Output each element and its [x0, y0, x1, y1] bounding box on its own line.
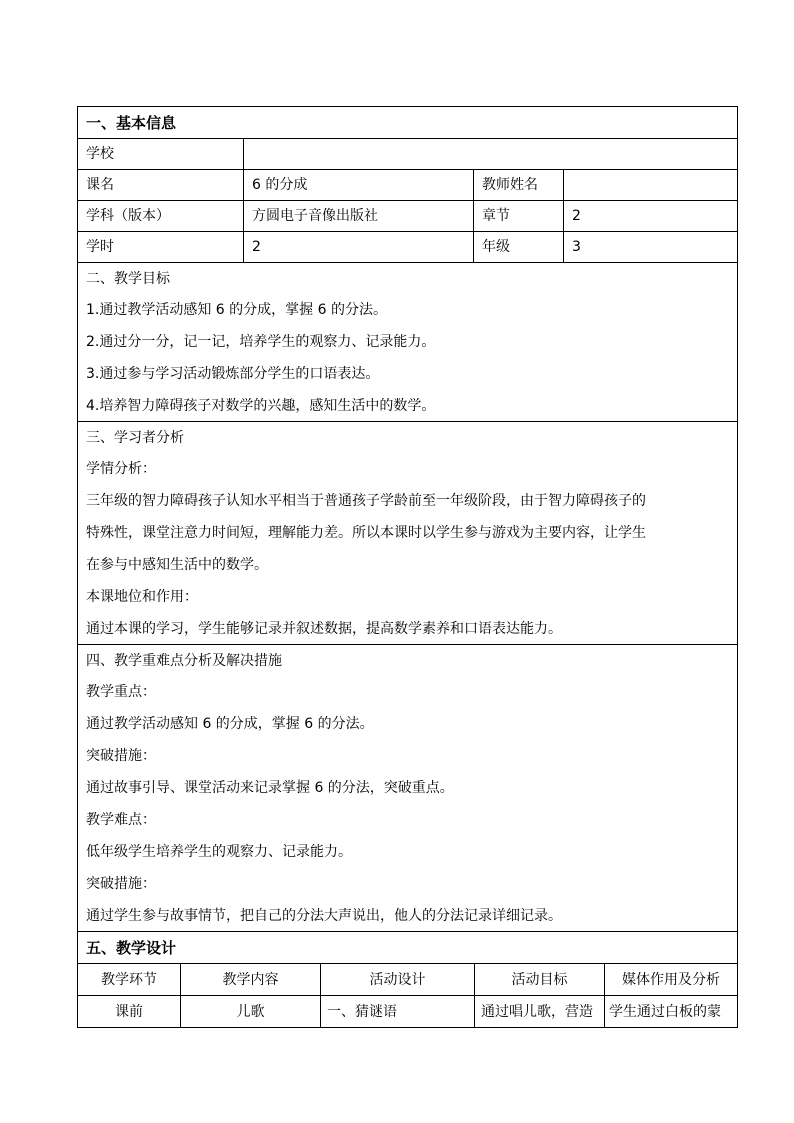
role-text: 通过本课的学习，学生能够记录并叙述数据，提高数学素养和口语表达能力。: [78, 613, 738, 645]
focus-measure-text: 通过故事引导、课堂活动来记录掌握 6 的分法，突破重点。: [78, 772, 738, 804]
teacher-value: [564, 170, 738, 201]
section-keypoints: [78, 645, 738, 932]
section-learners: [78, 422, 738, 645]
section-goals: [78, 263, 738, 422]
table-row: [78, 996, 738, 1028]
goal-item: 3.通过参与学习活动锻炼部分学生的口语表达。: [78, 358, 738, 390]
design-header-cell: 媒体作用及分析: [605, 964, 738, 996]
section-keypoints-heading: 四、教学重难点分析及解决措施: [78, 645, 738, 677]
difficulty-text: 低年级学生培养学生的观察力、记录能力。: [78, 836, 738, 868]
design-table: [77, 964, 738, 1028]
hours-label: 学时: [78, 232, 244, 263]
section-basic-heading: 一、基本信息: [78, 107, 738, 139]
goal-item: 2.通过分一分，记一记，培养学生的观察力、记录能力。: [78, 326, 738, 358]
design-cell: 一、猜谜语: [321, 996, 475, 1028]
design-cell: 通过唱儿歌，营造: [475, 996, 605, 1028]
difficulty-label: 教学难点：: [78, 804, 738, 836]
section-design-heading: 五、教学设计: [78, 932, 738, 964]
situation-line: 三年级的智力障碍孩子认知水平相当于普通孩子学龄前至一年级阶段，由于智力障碍孩子的: [78, 485, 738, 517]
design-header-cell: 教学内容: [181, 964, 321, 996]
design-cell: 课前: [78, 996, 181, 1028]
course-label: 课名: [78, 170, 244, 201]
chapter-value: 2: [564, 201, 738, 232]
focus-measure-label: 突破措施：: [78, 740, 738, 772]
grade-label: 年级: [474, 232, 564, 263]
subject-label: 学科（版本）: [78, 201, 244, 232]
situation-line: 特殊性，课堂注意力时间短，理解能力差。所以本课时以学生参与游戏为主要内容，让学生: [78, 517, 738, 549]
school-value: [244, 139, 738, 170]
subject-value: 方圆电子音像出版社: [244, 201, 474, 232]
goal-item: 4.培养智力障碍孩子对数学的兴趣，感知生活中的数学。: [78, 390, 738, 422]
focus-label: 教学重点：: [78, 676, 738, 708]
goal-item: 1.通过教学活动感知 6 的分成，掌握 6 的分法。: [78, 294, 738, 326]
section-learners-heading: 三、学习者分析: [78, 422, 738, 454]
chapter-label: 章节: [474, 201, 564, 232]
difficulty-measure-label: 突破措施：: [78, 868, 738, 900]
design-header-cell: 活动设计: [321, 964, 475, 996]
role-label: 本课地位和作用：: [78, 581, 738, 613]
situation-line: 在参与中感知生活中的数学。: [78, 549, 738, 581]
grade-value: 3: [564, 232, 738, 263]
teacher-label: 教师姓名: [474, 170, 564, 201]
design-cell: 儿歌: [181, 996, 321, 1028]
design-header-row: [78, 964, 738, 996]
design-cell: 学生通过白板的蒙: [605, 996, 738, 1028]
section-goals-heading: 二、教学目标: [78, 263, 738, 295]
lesson-plan-table: [77, 106, 738, 964]
design-header-cell: 教学环节: [78, 964, 181, 996]
design-header-cell: 活动目标: [475, 964, 605, 996]
course-value: 6 的分成: [244, 170, 474, 201]
focus-text: 通过教学活动感知 6 的分成，掌握 6 的分法。: [78, 708, 738, 740]
lesson-plan-page: [77, 106, 737, 1028]
school-label: 学校: [78, 139, 244, 170]
situation-label: 学情分析：: [78, 453, 738, 485]
hours-value: 2: [244, 232, 474, 263]
difficulty-measure-text: 通过学生参与故事情节，把自己的分法大声说出，他人的分法记录详细记录。: [78, 900, 738, 932]
